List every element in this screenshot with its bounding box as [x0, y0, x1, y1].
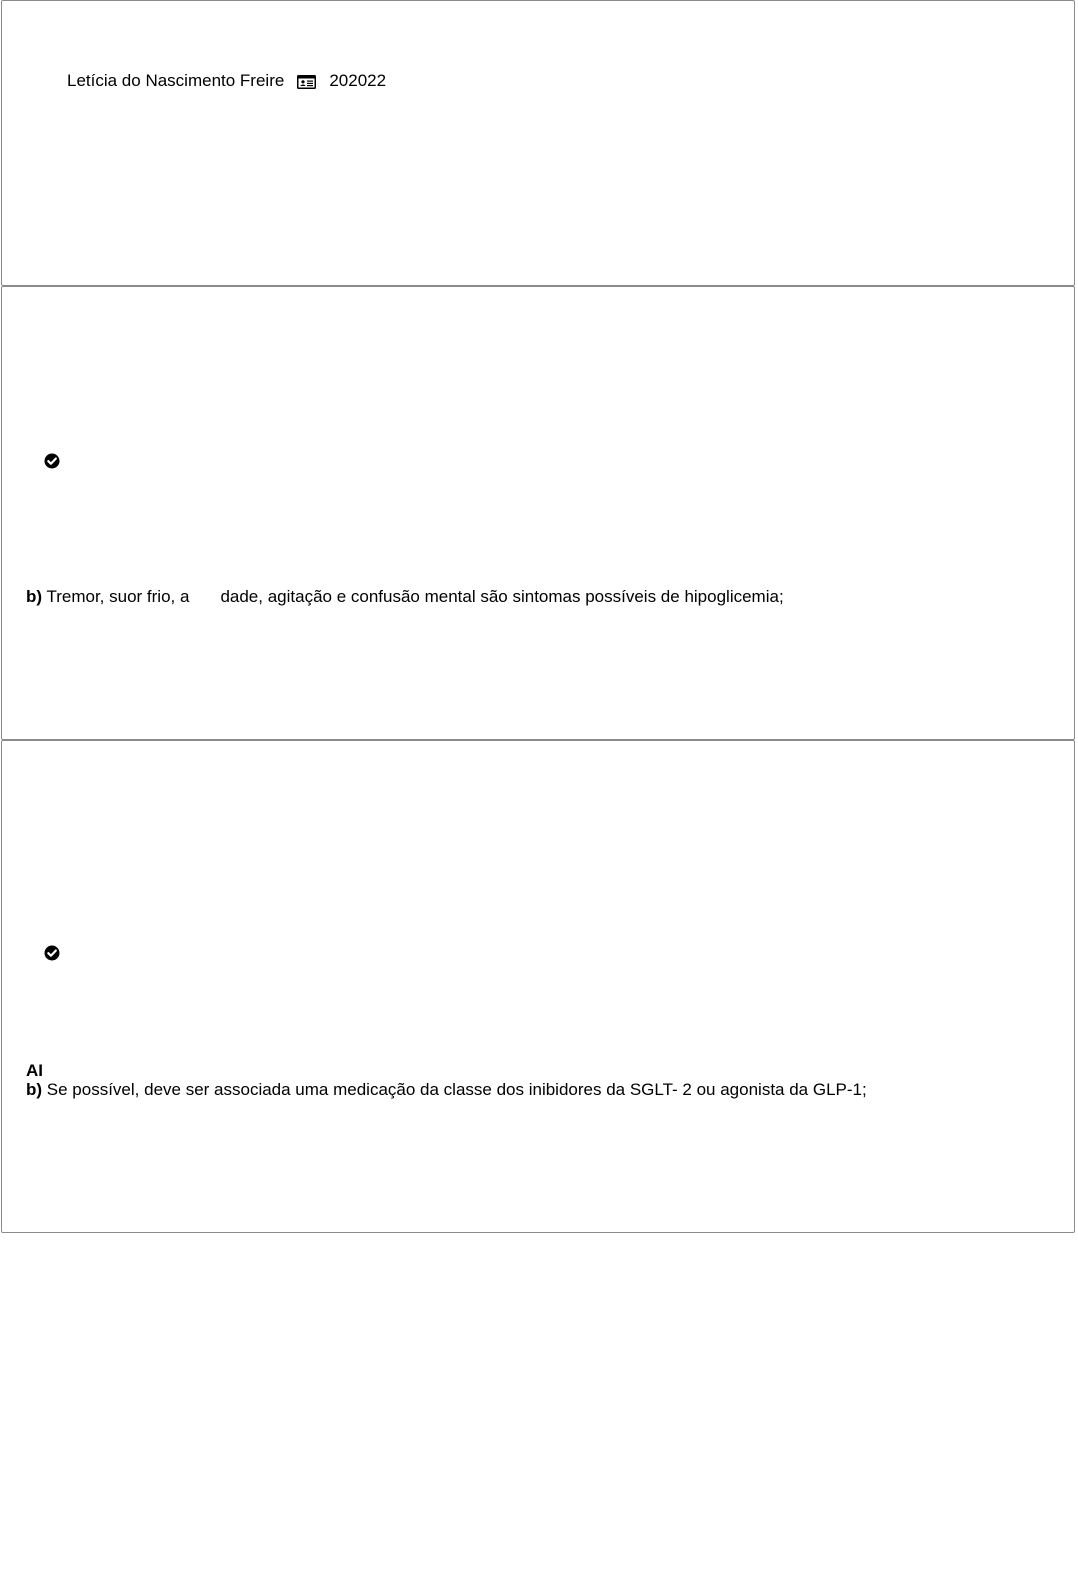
answer-tag: AI — [26, 1061, 43, 1080]
answer-text-part2: dade, agitação e confusão mental são sintomas possíveis de hipoglicemia; — [220, 587, 784, 606]
check-circle-icon — [44, 945, 60, 961]
student-header-panel — [1, 0, 1075, 286]
answer-letter: b) — [26, 1080, 43, 1099]
student-name: Letícia do Nascimento Freire — [67, 71, 285, 90]
question-panel-1 — [1, 286, 1075, 740]
selected-answer — [26, 1080, 867, 1100]
check-circle-icon — [44, 453, 60, 469]
answer-letter: b) — [26, 587, 43, 606]
question-panel-2 — [1, 740, 1075, 1233]
student-id: 202022 — [329, 71, 387, 90]
student-info — [67, 71, 386, 91]
id-card-icon — [297, 74, 316, 88]
selected-answer — [26, 587, 784, 607]
answer-text-part1: Tremor, suor frio, a — [46, 587, 190, 606]
answer-text: Se possível, deve ser associada uma medicação da classe dos inibidores da SGLT- 2 ou agonista da GLP-1; — [46, 1080, 867, 1099]
